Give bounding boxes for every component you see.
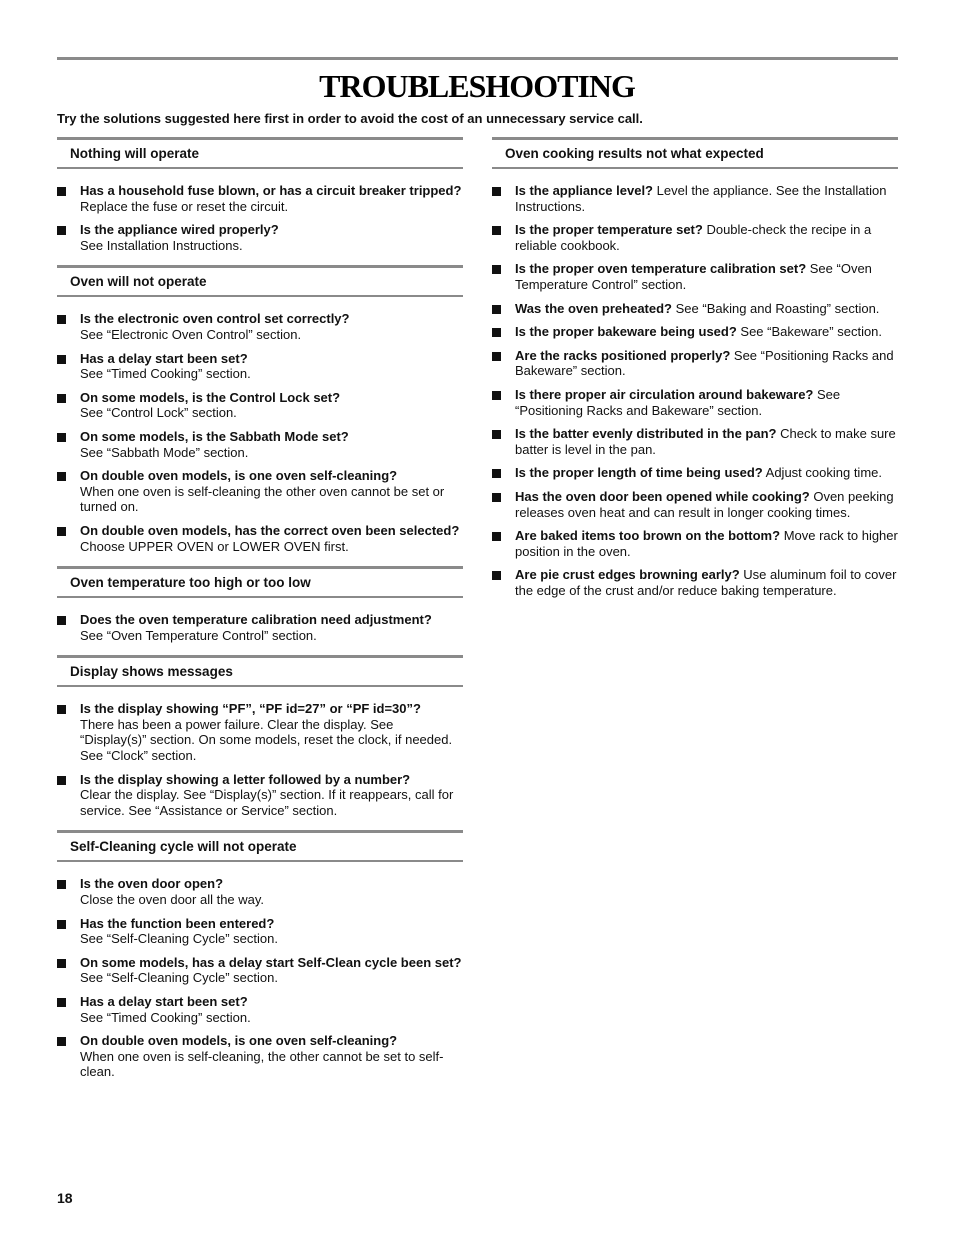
section-heading: Display shows messages — [57, 655, 463, 687]
question-text: Has a household fuse blown, or has a circuit breaker tripped? — [80, 183, 462, 198]
answer-text: See “Control Lock” section. — [80, 405, 237, 421]
list-item — [492, 348, 898, 379]
square-bullet-icon — [492, 469, 501, 478]
list-item — [57, 523, 463, 554]
square-bullet-icon — [57, 880, 66, 889]
section-heading: Oven cooking results not what expected — [492, 137, 898, 169]
list-item — [57, 183, 463, 214]
question-text: On some models, is the Control Lock set? — [80, 389, 341, 405]
square-bullet-icon — [492, 430, 501, 439]
list-item — [57, 1033, 463, 1080]
answer-text: Check to make sure batter is level in the pan. — [515, 426, 896, 457]
square-bullet-icon — [57, 776, 66, 785]
list-item — [57, 429, 463, 460]
question-text: Has a delay start been set? — [80, 350, 248, 366]
item-list — [57, 612, 463, 643]
square-bullet-icon — [57, 998, 66, 1007]
square-bullet-icon — [57, 394, 66, 403]
section-oven-will-not-operate — [57, 265, 463, 554]
question-text: On double oven models, is one oven self-cleaning? — [80, 1033, 398, 1049]
square-bullet-icon — [57, 226, 66, 235]
answer-text: Use aluminum foil to cover the edge of the crust and/or reduce baking temperature. — [515, 567, 897, 598]
list-item — [492, 324, 898, 340]
square-bullet-icon — [57, 527, 66, 536]
item-list — [57, 183, 463, 253]
question-text: Is the proper length of time being used? — [515, 465, 763, 481]
right-column — [492, 137, 898, 610]
section-oven-cooking-results-not-what-expected — [492, 137, 898, 598]
list-item — [57, 701, 463, 763]
question-text: Is the display showing “PF”, “PF id=27” or “PF id=30”? — [80, 701, 421, 717]
square-bullet-icon — [492, 305, 501, 314]
question-text: Has the oven door been opened while cooking? — [515, 488, 810, 504]
square-bullet-icon — [492, 571, 501, 580]
list-item — [57, 351, 463, 382]
section-heading: Oven will not operate — [57, 265, 463, 297]
square-bullet-icon — [492, 328, 501, 337]
section-heading: Self-Cleaning cycle will not operate — [57, 830, 463, 862]
square-bullet-icon — [492, 391, 501, 400]
item-list — [57, 311, 463, 554]
section-heading: Nothing will operate — [57, 137, 463, 169]
square-bullet-icon — [57, 959, 66, 968]
answer-text: See “Bakeware” section. — [740, 324, 883, 340]
list-item — [57, 876, 463, 907]
item-list — [492, 183, 898, 598]
question-text: Is the proper oven temperature calibration set? — [515, 261, 807, 277]
square-bullet-icon — [57, 1037, 66, 1046]
answer-text: See “Sabbath Mode” section. — [80, 444, 249, 460]
question-text: On double oven models, has the correct oven been selected? — [80, 522, 460, 538]
list-item — [492, 387, 898, 418]
section-self-cleaning-cycle-will-not-operate — [57, 830, 463, 1080]
answer-text: Move rack to higher position in the oven. — [515, 528, 898, 559]
answer-text: When one oven is self-cleaning the other oven cannot be set or turned on. — [80, 483, 445, 515]
section-display-shows-messages — [57, 655, 463, 818]
answer-text: See “Self-Cleaning Cycle” section. — [80, 970, 278, 986]
list-item — [57, 955, 463, 986]
list-item — [57, 612, 463, 643]
question-text: On some models, has a delay start Self-Clean cycle been set? — [80, 954, 462, 970]
square-bullet-icon — [57, 616, 66, 625]
answer-text: Level the appliance. See the Installation Instructions. — [515, 183, 887, 214]
answer-text: See Installation Instructions. — [80, 237, 243, 253]
intro-text: Try the solutions suggested here first in order to avoid the cost of an unnecessary service call. — [57, 111, 643, 126]
answer-text: See “Timed Cooking” section. — [80, 366, 251, 382]
list-item — [492, 222, 898, 253]
page-title: TROUBLESHOOTING — [319, 68, 635, 104]
list-item — [57, 311, 463, 342]
list-item — [57, 390, 463, 421]
section-oven-temperature-too-high-or-too-low — [57, 566, 463, 643]
answer-text: There has been a power failure. Clear the display. See “Display(s)” section. On some models, reset the clock, if needed. See “Clock” section. — [80, 716, 453, 764]
answer-text: Adjust cooking time. — [765, 465, 882, 481]
square-bullet-icon — [57, 920, 66, 929]
answer-text: See “Baking and Roasting” section. — [675, 300, 880, 316]
page-number: 18 — [57, 1190, 73, 1206]
item-list — [57, 876, 463, 1080]
square-bullet-icon — [492, 226, 501, 235]
square-bullet-icon — [492, 532, 501, 541]
answer-text: Double-check the recipe in a reliable cookbook. — [515, 222, 872, 253]
question-text: Is the proper bakeware being used? — [515, 324, 737, 340]
answer-text: See “Self-Cleaning Cycle” section. — [80, 931, 278, 947]
list-item — [492, 567, 898, 598]
list-item — [57, 772, 463, 819]
question-text: Are baked items too brown on the bottom? — [515, 528, 781, 544]
answer-text: See “Timed Cooking” section. — [80, 1009, 251, 1025]
list-item — [57, 916, 463, 947]
item-list — [57, 701, 463, 818]
square-bullet-icon — [492, 187, 501, 196]
answer-text: See “Positioning Racks and Bakeware” section. — [515, 386, 841, 418]
answer-text: See “Electronic Oven Control” section. — [80, 326, 302, 342]
question-text: Is the proper temperature set? — [515, 222, 703, 238]
list-item — [492, 489, 898, 520]
answer-text: When one oven is self-cleaning, the other cannot be set to self-clean. — [80, 1048, 444, 1080]
list-item — [492, 465, 898, 481]
square-bullet-icon — [57, 433, 66, 442]
answer-text: Choose UPPER OVEN or LOWER OVEN first. — [80, 538, 349, 554]
list-item — [57, 994, 463, 1025]
question-text: Is the batter evenly distributed in the pan? — [515, 426, 777, 442]
answer-text: See “Oven Temperature Control” section. — [80, 627, 317, 643]
square-bullet-icon — [492, 493, 501, 502]
answer-text: See “Oven Temperature Control” section. — [515, 261, 872, 292]
question-text: Has the function been entered? — [80, 915, 275, 931]
section-nothing-will-operate — [57, 137, 463, 253]
question-text: On double oven models, is one oven self-cleaning? — [80, 468, 398, 484]
question-text: Are pie crust edges browning early? — [515, 567, 740, 583]
list-item — [492, 528, 898, 559]
square-bullet-icon — [492, 352, 501, 361]
question-text: Is the display showing a letter followed by a number? — [80, 771, 411, 787]
square-bullet-icon — [57, 315, 66, 324]
left-column — [57, 137, 463, 1092]
list-item — [492, 261, 898, 292]
square-bullet-icon — [57, 705, 66, 714]
square-bullet-icon — [57, 472, 66, 481]
list-item — [492, 426, 898, 457]
question-text: Is the oven door open? — [80, 876, 224, 892]
question-text: Are the racks positioned properly? — [515, 347, 731, 363]
list-item — [492, 183, 898, 214]
question-text: Is the appliance wired properly? — [80, 222, 279, 238]
section-heading: Oven temperature too high or too low — [57, 566, 463, 598]
list-item — [57, 468, 463, 515]
square-bullet-icon — [492, 265, 501, 274]
answer-text: Clear the display. See “Display(s)” section. If it reappears, call for service. See “Assistance or Service” section. — [80, 787, 454, 818]
answer-text: Oven peeking releases oven heat and can result in longer cooking times. — [515, 488, 894, 520]
square-bullet-icon — [57, 355, 66, 364]
question-text: Is the electronic oven control set correctly? — [80, 311, 350, 327]
answer-text: Close the oven door all the way. — [80, 892, 265, 908]
question-text: Is there proper air circulation around bakeware? — [515, 386, 814, 402]
list-item — [57, 222, 463, 253]
answer-text: Replace the fuse or reset the circuit. — [80, 198, 289, 214]
square-bullet-icon — [57, 187, 66, 196]
list-item — [492, 301, 898, 317]
question-text: Is the appliance level? — [515, 183, 653, 198]
answer-text: See “Positioning Racks and Bakeware” section. — [515, 347, 894, 379]
top-rule — [57, 57, 898, 60]
question-text: On some models, is the Sabbath Mode set? — [80, 428, 349, 444]
question-text: Does the oven temperature calibration need adjustment? — [80, 612, 432, 628]
question-text: Was the oven preheated? — [515, 300, 672, 316]
question-text: Has a delay start been set? — [80, 994, 248, 1009]
